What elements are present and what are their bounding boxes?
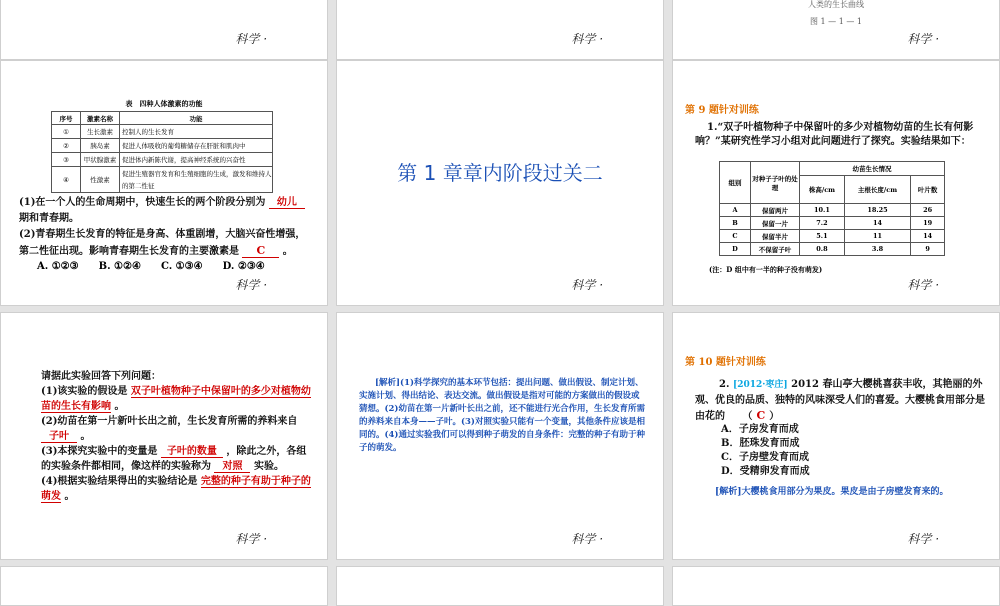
slide-footer: 科学 · xyxy=(235,532,267,546)
slide-4-2[interactable] xyxy=(336,566,664,606)
q10-text: 2. [2012·枣庄] 2012 春山亭大樱桃喜获丰收，其艳丽的外观、优良的品质、独特的风味深受人们的喜爱。大樱桃食用部分是由花的 （ C ） xyxy=(695,379,985,422)
slide-1-1[interactable] xyxy=(0,0,328,60)
slide-4-3[interactable] xyxy=(672,566,1000,606)
chapter-title: 第 1 章章内阶段过关二 xyxy=(397,161,603,185)
section-heading: 第 9 题针对训练 xyxy=(685,105,759,116)
table-header: 功能 xyxy=(120,112,273,125)
table-row: ③ 甲状腺激素 促进体内新陈代谢，提高神经系统的兴奋性 xyxy=(52,153,273,167)
q10-options xyxy=(721,423,810,479)
table-header: 幼苗生长情况 xyxy=(800,162,945,176)
option-d[interactable]: D. ②③④ xyxy=(222,261,265,272)
answer-q2: C xyxy=(242,244,279,258)
slide-footer: 科学 · xyxy=(571,532,603,546)
seedling-table xyxy=(719,161,945,256)
slide-1-3[interactable] xyxy=(672,0,1000,60)
growth-curve-caption: 人类的生长曲线 图 1 — 1 — 1 xyxy=(808,0,864,26)
slide-analysis[interactable] xyxy=(336,312,664,560)
slide-hormone[interactable] xyxy=(0,60,328,306)
table-row: C 保留半片 5.1 11 14 xyxy=(720,230,945,243)
slide-footer: 科学 · xyxy=(235,278,267,292)
option-b[interactable]: B．胚珠发育而成 xyxy=(721,438,800,449)
answer-q1: 幼儿 xyxy=(269,197,305,209)
answer-q10: C xyxy=(756,409,766,422)
experiment-questions: 请据此实验回答下列问题： (1)该实验的假设是 双子叶植物种子中保留叶的多少对植物幼苗的生长有影响 。 (2)幼苗在第一片新叶长出之前，生长发育所需的养料来自 子叶 。 (3)本探究实验中的变量是 子叶的数量 ，除此之外，各组的实验条件都相同，像这样的实验称为 对照 实验。 (4)根据实验结果得出的实验结论是 完整的种子有助于种子的萌发 。 xyxy=(41,371,311,502)
option-c[interactable]: C. ①③④ xyxy=(160,261,203,272)
table-header: 主根长度/cm xyxy=(844,176,910,204)
option-a[interactable]: A. ①②③ xyxy=(37,261,79,272)
option-b[interactable]: B. ①②④ xyxy=(98,261,141,272)
slide-experiment[interactable] xyxy=(0,312,328,560)
answer-paren: （ C ） xyxy=(742,409,780,422)
table-header: 组别 xyxy=(720,162,751,204)
table-note: (注：D 组中有一半的种子没有萌发) xyxy=(709,265,823,274)
slide-footer: 科学 · xyxy=(907,32,939,46)
table-header: 序号 xyxy=(52,112,81,125)
slide-q9[interactable] xyxy=(672,60,1000,306)
slide-footer: 科学 · xyxy=(235,32,267,46)
q9-text: 1.“双子叶植物种子中保留叶的多少对植物幼苗的生长有何影响？”某研究性学习小组对此问题进行了探究。实验结果如下： xyxy=(695,122,974,147)
answer-q2: 子叶 xyxy=(41,431,77,443)
analysis-text: [解析](1)科学探究的基本环节包括：提出问题、做出假设、制定计划、实施计划、得出结论、表达交流。做出假设是指对可能的方案做出的假设或猜想。(2)幼苗在第一片新叶长出之前，还不能进行光合作用，生长发育所需的养料来自本身——子叶。(3)对照实验只能有一个变量，其他条件应该是相同的。(4)通过实验我们可以得到种子萌发的自身条件：完整的种子有助于种子的萌发。 xyxy=(359,378,645,453)
hormone-questions: (1)在一个人的生命周期中，快速生长的两个阶段分别为 幼儿 期和青春期。 (2)青春期生长发育的特征是身高、体重剧增，大脑兴奋性增强，第二性征出现。影响青春期生长发育的主要激素是 C 。 xyxy=(19,197,306,257)
analysis-label: [解析] xyxy=(715,487,742,497)
section-heading: 第 10 题针对训练 xyxy=(685,357,766,368)
answer-q1: 双子叶植物种子中保留叶的多少对植物幼苗的生长有影响 xyxy=(41,386,311,412)
table-row: A 保留两片 10.1 18.25 26 xyxy=(720,204,945,217)
table-header: 激素名称 xyxy=(81,112,120,125)
source-tag: [2012·枣庄] xyxy=(732,380,788,390)
option-d[interactable]: D．受精卵发育而成 xyxy=(721,466,810,477)
table-row: ① 生长激素 控制人的生长发育 xyxy=(52,125,273,139)
slide-footer: 科学 · xyxy=(571,32,603,46)
table-row: D 不保留子叶 0.8 3.8 9 xyxy=(720,243,945,256)
slide-1-2[interactable] xyxy=(336,0,664,60)
analysis-label: [解析] xyxy=(375,378,401,388)
slide-q10[interactable] xyxy=(672,312,1000,560)
slide-title[interactable] xyxy=(336,60,664,306)
table-row: ④ 性激素 促进生殖器官发育和生殖细胞的生成，激发和维持人的第二性征 xyxy=(52,167,273,193)
slide-4-1[interactable] xyxy=(0,566,328,606)
table-header: 叶片数 xyxy=(911,176,945,204)
option-a[interactable]: A．子房发育而成 xyxy=(721,424,799,435)
slide-footer: 科学 · xyxy=(907,532,939,546)
answer-q3-type: 对照 xyxy=(214,461,250,473)
q10-analysis: [解析]大樱桃食用部分为果皮。果皮是由子房壁发育来的。 xyxy=(715,487,949,497)
slide-footer: 科学 · xyxy=(907,278,939,292)
answer-q3-variable: 子叶的数量 xyxy=(161,446,223,458)
answer-q4: 完整的种子有助于种子的萌发 xyxy=(41,476,311,502)
option-c[interactable]: C．子房壁发育而成 xyxy=(721,452,809,463)
table-header: 株高/cm xyxy=(800,176,845,204)
table-row: B 保留一片 7.2 14 19 xyxy=(720,217,945,230)
table-header: 对种子子叶的处理 xyxy=(751,162,800,204)
slide-footer: 科学 · xyxy=(571,278,603,292)
table-row: ② 胰岛素 促进人体吸收的葡萄糖储存在肝脏和肌肉中 xyxy=(52,139,273,153)
hormone-options xyxy=(37,261,265,272)
hormone-table-caption: 表 四种人体激素的功能 xyxy=(125,99,203,108)
hormone-table xyxy=(51,111,273,193)
